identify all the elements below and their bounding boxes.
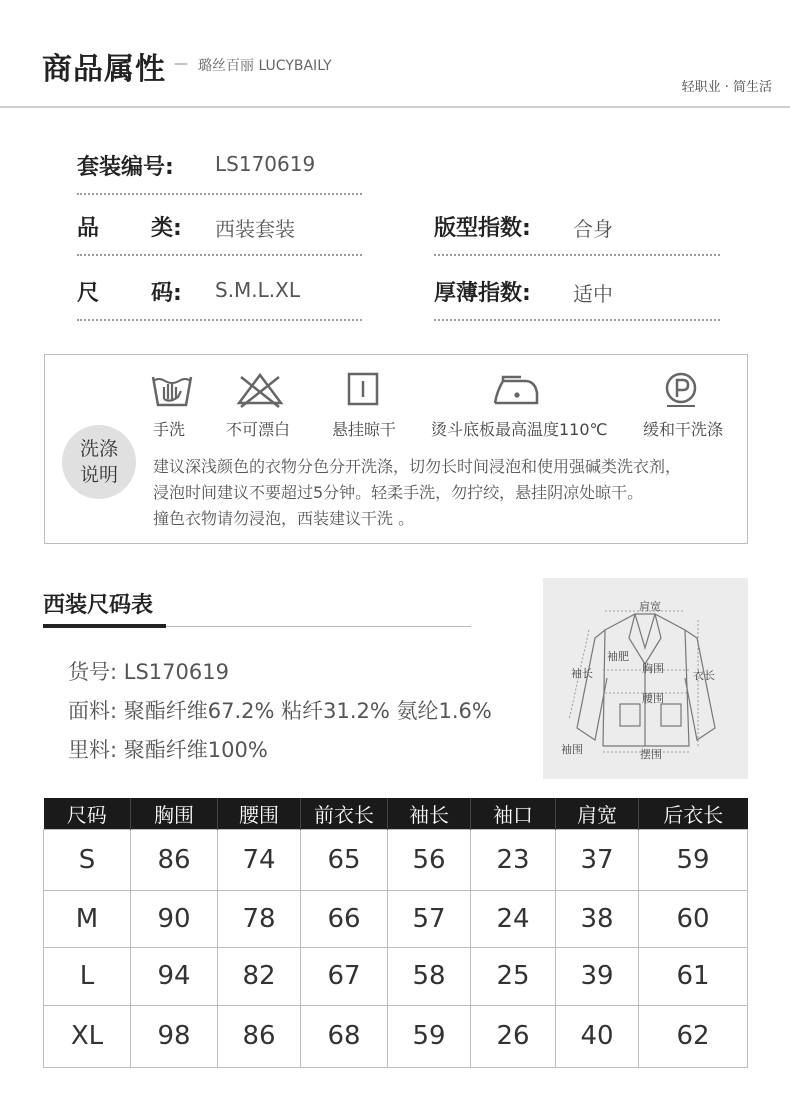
divider (77, 254, 362, 256)
dry-clean-label: 缓和干洗涤 (643, 420, 724, 439)
washing-note-line3: 撞色衣物请勿浸泡，西装建议干洗 。 (153, 509, 415, 528)
diagram-label-length: 衣长 (693, 669, 715, 682)
measurement-diagram (543, 578, 748, 779)
title-dash: — (174, 56, 188, 72)
hand-wash-label: 手洗 (153, 420, 186, 439)
category-value: 西装套装 (215, 217, 295, 241)
thickness-index-label: 厚薄指数: (434, 281, 531, 306)
washing-badge-line1: 洗涤 (79, 438, 118, 460)
table-cell: 37 (556, 829, 639, 890)
washing-note-line1: 建议深浅颜色的衣物分色分开洗涤，切勿长时间浸泡和使用强碱类洗衣剂， (153, 457, 682, 476)
diagram-label-cuff: 袖围 (561, 743, 583, 756)
table-cell: S (44, 829, 131, 890)
table-row (44, 947, 748, 1005)
size-value: S.M.L.XL (215, 278, 301, 302)
washing-instructions-box (44, 354, 748, 544)
table-header-cell: 腰围 (218, 798, 301, 829)
divider (434, 319, 720, 321)
table-cell: 56 (388, 829, 471, 890)
table-row (44, 890, 748, 947)
lining-composition: 里料: 聚酯纤维100% (68, 738, 268, 762)
iron-icon (491, 369, 541, 409)
brand-name: 璐丝百丽 LUCYBAILY (198, 58, 332, 74)
no-bleach-label: 不可漂白 (226, 420, 291, 439)
table-cell: 94 (131, 947, 218, 1005)
fabric-composition: 面料: 聚酯纤维67.2% 粘纤31.2% 氨纶1.6% (68, 699, 492, 723)
set-number-value: LS170619 (215, 152, 316, 176)
table-cell: 59 (639, 829, 748, 890)
section-underline (166, 626, 471, 627)
size-chart-title: 西装尺码表 (43, 593, 154, 618)
table-cell: 26 (471, 1005, 556, 1067)
category-label-char2: 类: (151, 216, 182, 241)
diagram-label-sleeve-width: 袖肥 (607, 650, 629, 663)
table-cell: 40 (556, 1005, 639, 1067)
iron-label: 烫斗底板最高温度110℃ (431, 420, 608, 439)
no-bleach-icon (235, 369, 285, 409)
table-cell: 82 (218, 947, 301, 1005)
fit-index-label: 版型指数: (434, 216, 531, 241)
washing-note-line2: 浸泡时间建议不要超过5分钟。轻柔手洗，勿拧绞，悬挂阴凉处晾干。 (153, 483, 644, 502)
diagram-label-waist: 腰围 (642, 692, 664, 705)
washing-badge (62, 425, 136, 499)
table-cell: 86 (131, 829, 218, 890)
diagram-label-hem: 摆围 (640, 748, 662, 761)
table-cell: L (44, 947, 131, 1005)
table-cell: 23 (471, 829, 556, 890)
table-cell: 57 (388, 890, 471, 947)
table-cell: 60 (639, 890, 748, 947)
fit-index-value: 合身 (573, 217, 613, 241)
table-cell: 68 (301, 1005, 388, 1067)
line-dry-label: 悬挂晾干 (332, 420, 397, 439)
table-cell: 67 (301, 947, 388, 1005)
table-cell: 90 (131, 890, 218, 947)
table-cell: 62 (639, 1005, 748, 1067)
section-underline-accent (43, 624, 166, 628)
thickness-index-value: 适中 (573, 282, 613, 306)
table-cell: XL (44, 1005, 131, 1067)
table-cell: 39 (556, 947, 639, 1005)
table-header-cell: 胸围 (131, 798, 218, 829)
divider (77, 319, 362, 321)
category-label-char1: 品 (77, 216, 100, 241)
page-header (0, 0, 790, 108)
divider (434, 254, 720, 256)
table-header-cell: 肩宽 (556, 798, 639, 829)
set-number-label: 套装编号: (77, 155, 174, 180)
table-cell: 74 (218, 829, 301, 890)
size-label-char1: 尺 (77, 281, 100, 306)
table-cell: 66 (301, 890, 388, 947)
size-table (43, 798, 748, 1068)
table-cell: 61 (639, 947, 748, 1005)
page-title: 商品属性 (42, 52, 166, 87)
table-cell: 65 (301, 829, 388, 890)
dry-clean-icon (656, 369, 706, 409)
table-header-cell: 后衣长 (639, 798, 748, 829)
line-dry-icon (338, 369, 388, 409)
table-row (44, 829, 748, 890)
table-row (44, 1005, 748, 1067)
diagram-label-shoulder: 肩宽 (639, 600, 661, 613)
table-header-row (44, 798, 748, 829)
table-cell: M (44, 890, 131, 947)
brand-slogan: 轻职业 · 简生活 (681, 80, 772, 95)
item-number: 货号: LS170619 (68, 660, 229, 684)
table-cell: 86 (218, 1005, 301, 1067)
table-cell: 24 (471, 890, 556, 947)
table-header-cell: 袖口 (471, 798, 556, 829)
table-cell: 38 (556, 890, 639, 947)
washing-badge-line2: 说明 (79, 464, 118, 486)
diagram-label-sleeve-length: 袖长 (571, 667, 593, 680)
table-cell: 98 (131, 1005, 218, 1067)
table-header-cell: 尺码 (44, 798, 131, 829)
table-cell: 58 (388, 947, 471, 1005)
size-label-char2: 码: (151, 281, 182, 306)
table-cell: 25 (471, 947, 556, 1005)
table-cell: 78 (218, 890, 301, 947)
table-header-cell: 前衣长 (301, 798, 388, 829)
divider (77, 193, 362, 195)
hand-wash-icon (147, 369, 197, 409)
table-header-cell: 袖长 (388, 798, 471, 829)
table-cell: 59 (388, 1005, 471, 1067)
diagram-label-chest: 胸围 (642, 662, 664, 675)
